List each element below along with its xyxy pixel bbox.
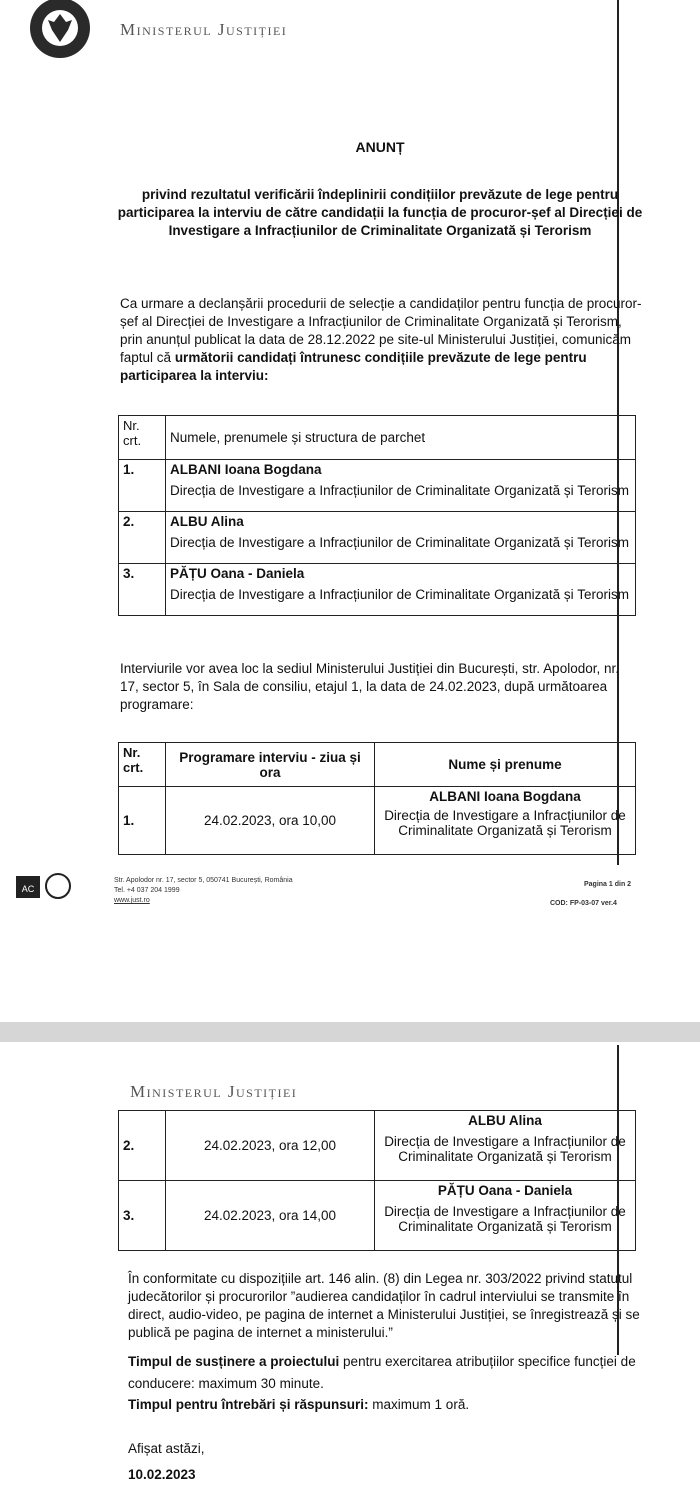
candidates-table — [118, 415, 636, 616]
document-title: ANUNȚ — [355, 139, 405, 155]
header-nr: Nr. crt. — [119, 743, 166, 787]
schedule-paragraph: Interviurile vor avea loc la sediul Ministerului Justiției din București, str. Apolodor, nr. 17, sector 5, în Sala de consiliu, etajul 1, la data de 24.02.2023, după următoarea programare: — [120, 661, 619, 712]
posted-date: 10.02.2023 — [128, 1467, 196, 1482]
table-row: 1. ALBANI Ioana Bogdana Direcția de Investigare a Infracțiunilor de Criminalitate Organizată și Terorism — [119, 460, 636, 512]
certification-logos — [14, 872, 76, 902]
footer-address: Str. Apolodor nr. 17, sector 5, 050741 București, România Tel. +4 037 204 1999 www.just.ro — [114, 877, 293, 904]
time-project: Timpul de susținere a proiectului pentru exercitarea atribuțiilor specifice funcției de conducere: maximum 30 minute. — [128, 1354, 636, 1391]
intro-paragraph: Ca urmare a declanșării procedurii de selecție a candidaților pentru funcția de procuror- șef al Direcției de Investigare a Infracțiunilor de Criminalitate Organizată și Terorism, prin anunțul publicat la data de 28.12.2022 pe site-ul Ministerului Justiției, comunicăm faptul că următorii candidați întrunesc condițiile prevăzute de lege pentru participarea la interviu: — [120, 296, 642, 383]
legal-paragraph: În conformitate cu dispozițiile art. 146 alin. (8) din Legea nr. 303/2022 privind statutul judecătorilor și procurorilor ”audierea candidaților în cadrul interviului se transmite în direct, audio-video, pe pagina de internet a Ministerului Justiției, se înregistrează și se publică pe pagina de internet a ministerului.” — [128, 1271, 640, 1340]
table-row: 3. 24.02.2023, ora 14,00 PĂȚU Oana - Daniela Direcția de Investigare a Infracțiunilor de Criminalitate Organizată și Terorism — [119, 1181, 636, 1251]
page-separator — [0, 1022, 700, 1042]
table-row: 2. ALBU Alina Direcția de Investigare a Infracțiunilor de Criminalitate Organizată și Terorism — [119, 512, 636, 564]
emblem — [14, 0, 106, 60]
schedule-table-part2 — [118, 1110, 636, 1251]
document-subtitle: privind rezultatul verificării îndeplinirii condițiilor prevăzute de lege pentru participarea la interviu de către candidații la funcția de procuror-șef al Direcției de Investigare a Infracțiunilor de Criminalitate Organizată și Terorism — [117, 187, 643, 238]
page-number: Pagina 1 din 2 — [584, 881, 632, 888]
time-questions: Timpul pentru întrebări și răspunsuri: maximum 1 oră. — [128, 1397, 470, 1412]
posted-label: Afișat astăzi, — [128, 1441, 205, 1456]
table-row: 2. 24.02.2023, ora 12,00 ALBU Alina Direcția de Investigare a Infracțiunilor de Criminalitate Organizată și Terorism — [119, 1111, 636, 1181]
document-code: COD: FP-03-07 ver.4 — [550, 900, 617, 907]
svg-text:AC: AC — [21, 884, 35, 894]
header-candidate: Nume și prenume — [375, 743, 636, 787]
table-row: 1. 24.02.2023, ora 10,00 ALBANI Ioana Bogdana Direcția de Investigare a Infracțiunilor de Criminalitate Organizată și Terorism — [119, 787, 636, 855]
table-row: 3. PĂȚU Oana - Daniela Direcția de Investigare a Infracțiunilor de Criminalitate Organizată și Terorism — [119, 564, 636, 616]
header-nr: Nr. crt. — [119, 416, 166, 460]
ministry-header: Ministerul Justiției — [120, 20, 288, 39]
website-link[interactable]: www.just.ro — [114, 897, 150, 904]
ministry-header-page2: Ministerul Justiției — [130, 1082, 298, 1101]
schedule-table-part1 — [118, 742, 636, 855]
header-name: Numele, prenumele și structura de parchet — [166, 416, 636, 460]
header-time: Programare interviu - ziua și ora — [166, 743, 375, 787]
